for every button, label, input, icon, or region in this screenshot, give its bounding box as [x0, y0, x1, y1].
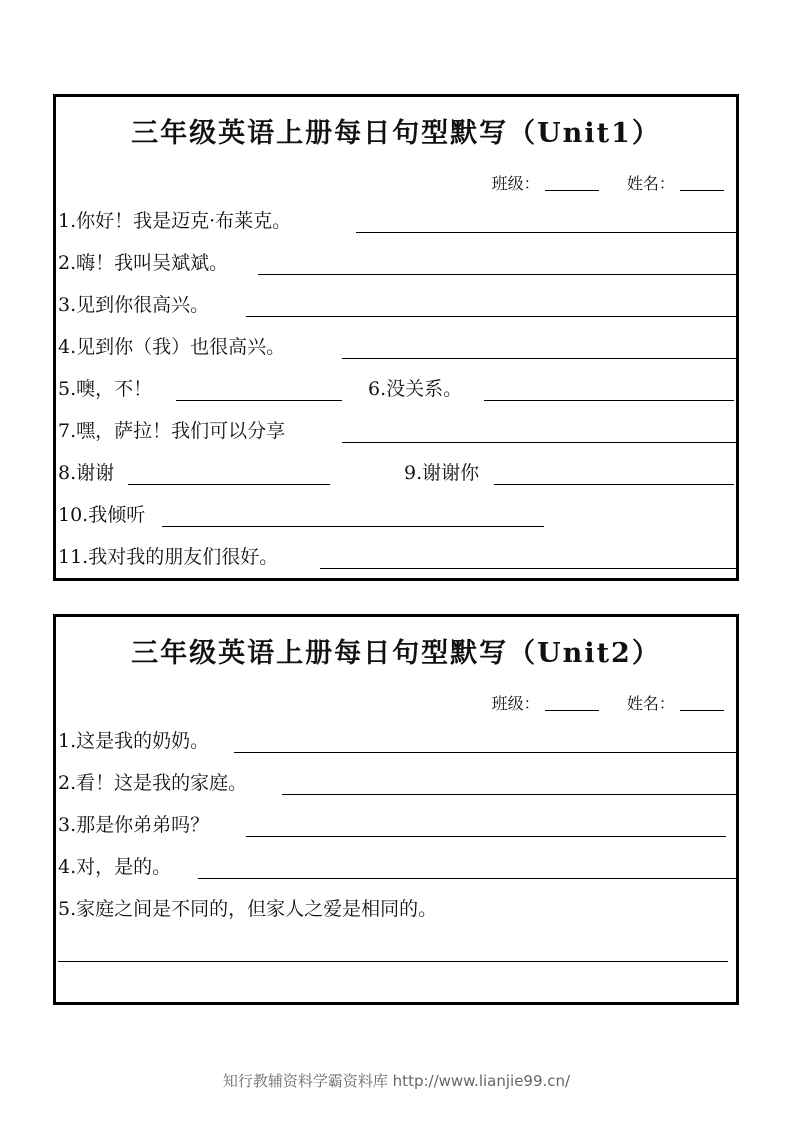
class-label: 班级： [491, 694, 540, 713]
answer-blank[interactable] [234, 752, 738, 753]
unit2-meta [492, 691, 724, 714]
class-blank[interactable] [545, 190, 599, 191]
answer-blank[interactable] [342, 358, 738, 359]
sentence-prompt: 1.这是我的奶奶。 [58, 730, 210, 752]
answer-blank[interactable] [176, 400, 342, 401]
sentence-line [58, 769, 738, 797]
sentence-line [58, 207, 738, 235]
sentence-prompt: 10.我倾听 [58, 504, 146, 526]
footer-watermark: 知行教辅资料学霸资料库 http://www.lianjie99.cn/ [222, 1072, 571, 1090]
answer-blank[interactable] [246, 316, 738, 317]
sentence-line [58, 811, 738, 839]
sentence-prompt: 3.那是你弟弟吗？ [58, 814, 210, 836]
answer-blank[interactable] [320, 568, 738, 569]
sentence-line [58, 459, 738, 487]
sentence-line [58, 853, 738, 881]
answer-blank[interactable] [494, 484, 734, 485]
sentence-prompt: 5.家庭之间是不同的，但家人之爱是相同的。 [58, 898, 438, 920]
sentence-prompt: 1.你好！我是迈克·布莱克。 [58, 210, 292, 232]
unit1-worksheet-card [53, 94, 739, 581]
sentence-prompt: 2.看！这是我的家庭。 [58, 772, 248, 794]
name-label: 姓名： [626, 694, 675, 713]
sentence-prompt: 8.谢谢 [58, 462, 115, 484]
sentence-line [58, 333, 738, 361]
sentence-prompt: 4.见到你（我）也很高兴。 [58, 336, 286, 358]
answer-blank[interactable] [282, 794, 738, 795]
answer-blank[interactable] [128, 484, 330, 485]
sentence-prompt: 11.我对我的朋友们很好。 [58, 546, 279, 568]
sentence-line [58, 543, 738, 571]
sentence-prompt: 3.见到你很高兴。 [58, 294, 210, 316]
unit2-title: 三年级英语上册每日句型默写（Unit2） [131, 638, 661, 669]
sentence-prompt: 4.对，是的。 [58, 856, 172, 878]
unit1-meta [492, 171, 724, 194]
name-blank[interactable] [680, 190, 724, 191]
name-label: 姓名： [626, 174, 675, 193]
answer-blank[interactable] [198, 878, 738, 879]
answer-blank[interactable] [258, 274, 738, 275]
sentence-prompt: 9.谢谢你 [404, 462, 480, 484]
sentence-line [58, 417, 738, 445]
class-label: 班级： [491, 174, 540, 193]
unit1-title: 三年级英语上册每日句型默写（Unit1） [131, 118, 661, 149]
sentence-line [58, 895, 738, 923]
unit2-worksheet-card [53, 614, 739, 1005]
sentence-line [58, 291, 738, 319]
sentence-prompt: 6.没关系。 [368, 378, 463, 400]
sentence-line [58, 375, 738, 403]
sentence-prompt: 5.噢，不！ [58, 378, 153, 400]
name-blank[interactable] [680, 710, 724, 711]
answer-blank[interactable] [246, 836, 726, 837]
sentence-prompt: 7.嘿，萨拉！我们可以分享 [58, 420, 286, 442]
sentence-line [58, 727, 738, 755]
class-blank[interactable] [545, 710, 599, 711]
answer-blank[interactable] [356, 232, 738, 233]
answer-blank[interactable] [484, 400, 734, 401]
answer-blank[interactable] [342, 442, 738, 443]
sentence-line [58, 249, 738, 277]
sentence-line [58, 501, 738, 529]
answer-blank[interactable] [162, 526, 544, 527]
answer-blank[interactable] [58, 961, 728, 962]
sentence-prompt: 2.嗨！我叫吴斌斌。 [58, 252, 229, 274]
